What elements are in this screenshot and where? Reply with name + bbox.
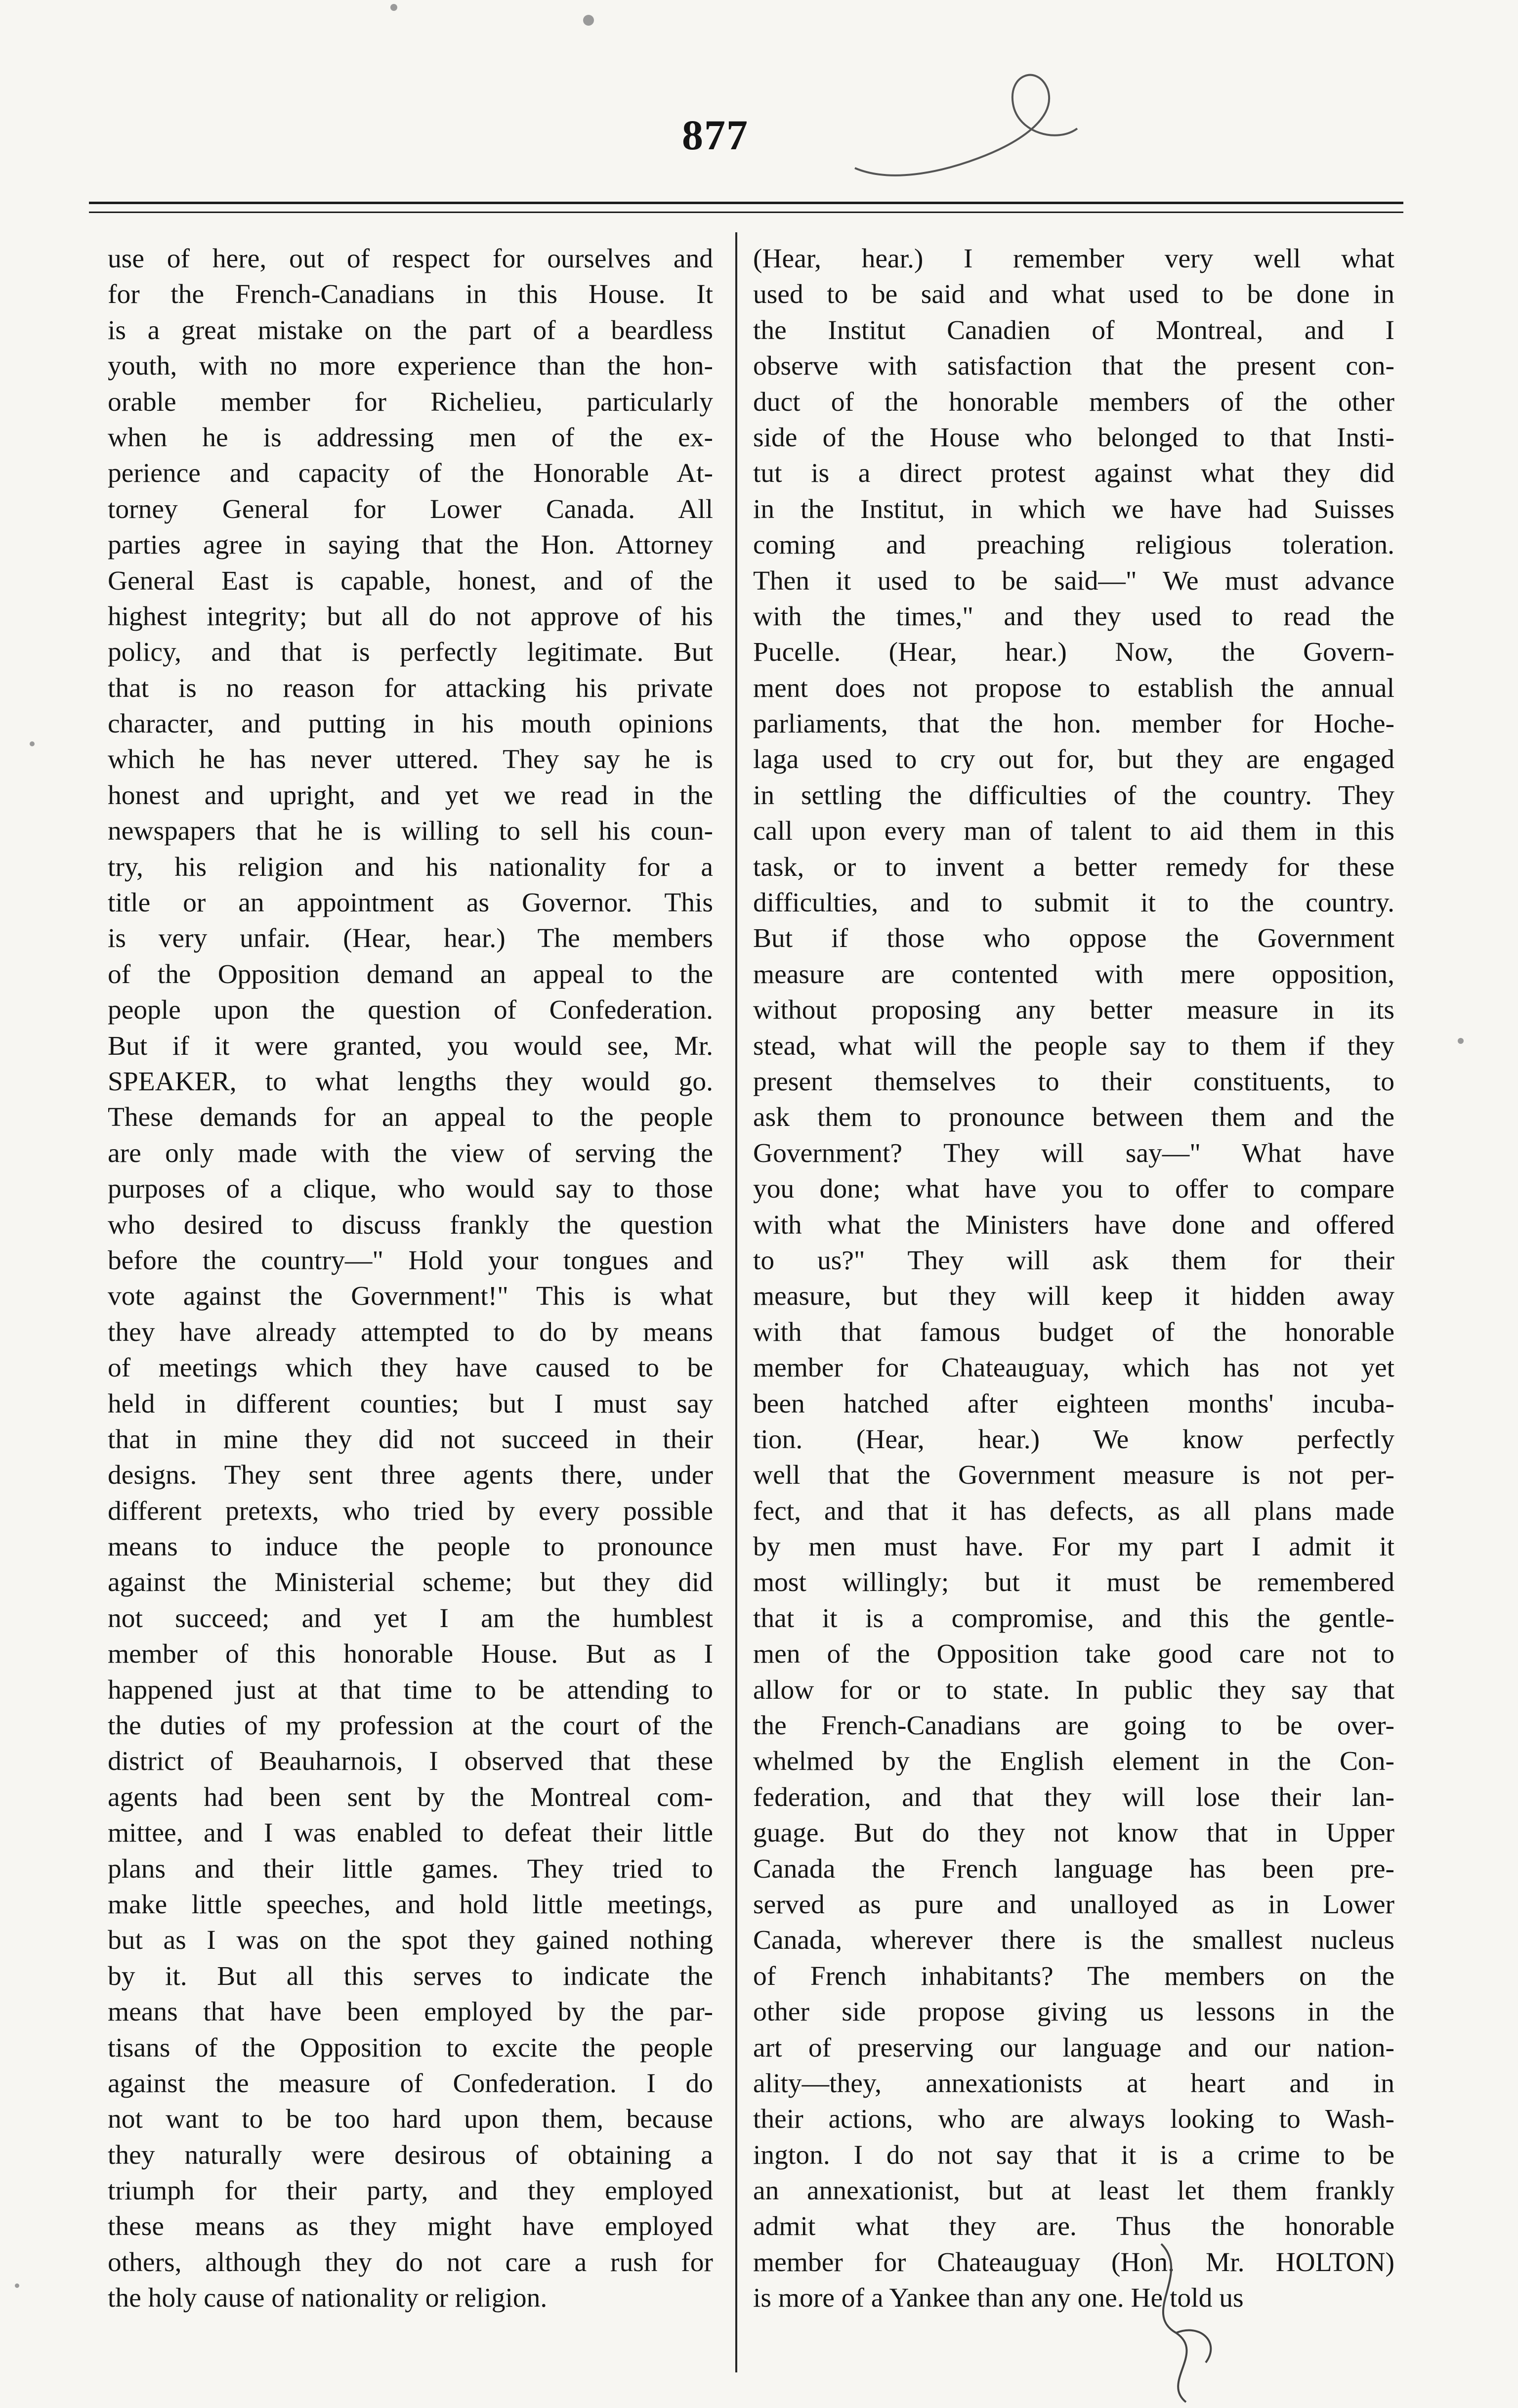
right-column-line: Then it used to be said—" We must advance xyxy=(753,565,1394,596)
left-column-line: title or an appointment as Governor. This xyxy=(108,888,713,918)
right-column-line: fect, and that it has defects, as all plans made xyxy=(753,1496,1394,1526)
right-column-line: side of the House who belonged to that Insti- xyxy=(753,422,1394,453)
right-column-line: in the Institut, in which we have had Suisses xyxy=(753,494,1394,524)
left-column-line: agents had been sent by the Montreal com- xyxy=(108,1782,713,1812)
right-column-line: most willingly; but it must be remembered xyxy=(753,1567,1394,1598)
right-column-line: Canada the French language has been pre- xyxy=(753,1853,1394,1884)
right-column-line: art of preserving our language and our nation- xyxy=(753,2032,1394,2063)
left-column-line: are only made with the view of serving the xyxy=(108,1138,713,1168)
left-column-line: means that have been employed by the par- xyxy=(108,1997,713,2027)
right-column-line: used to be said and what used to be done in xyxy=(753,279,1394,310)
right-column-line: by men must have. For my part I admit it xyxy=(753,1532,1394,1562)
left-column-line: not want to be too hard upon them, because xyxy=(108,2104,713,2135)
left-column-line: make little speeches, and hold little meetings, xyxy=(108,1889,713,1920)
right-column-line: admit what they are. Thus the honorable xyxy=(753,2211,1394,2242)
left-column-line: torney General for Lower Canada. All xyxy=(108,494,713,524)
left-column-line: tisans of the Opposition to excite the people xyxy=(108,2032,713,2063)
left-column-line: vote against the Government!" This is what xyxy=(108,1281,713,1312)
left-column-line: highest integrity; but all do not approve of his xyxy=(108,601,713,632)
left-column-line: by it. But all this serves to indicate the xyxy=(108,1961,713,1991)
left-column-line: perience and capacity of the Honorable At- xyxy=(108,458,713,489)
left-column-line: who desired to discuss frankly the question xyxy=(108,1209,713,1240)
right-column-line: without proposing any better measure in its xyxy=(753,995,1394,1026)
left-column-line: happened just at that time to be attending to xyxy=(108,1675,713,1705)
right-column-line: But if those who oppose the Government xyxy=(753,923,1394,954)
left-column-line: orable member for Richelieu, particularly xyxy=(108,387,713,417)
left-column-line: purposes of a clique, who would say to those xyxy=(108,1174,713,1204)
left-column-line: is a great mistake on the part of a beardless xyxy=(108,315,713,345)
left-column-line: character, and putting in his mouth opinions xyxy=(108,709,713,739)
right-column-line: ask them to pronounce between them and the xyxy=(753,1102,1394,1133)
right-column-line: difficulties, and to submit it to the country. xyxy=(753,888,1394,918)
right-column-line: the Institut Canadien of Montreal, and I xyxy=(753,315,1394,345)
right-column-line: parliaments, that the hon. member for Hoche- xyxy=(753,709,1394,739)
left-column-line: triumph for their party, and they employed xyxy=(108,2176,713,2206)
right-column-line: been hatched after eighteen months' incuba- xyxy=(753,1388,1394,1419)
header-rule-bottom xyxy=(89,212,1403,213)
left-column-line: which he has never uttered. They say he is xyxy=(108,744,713,775)
right-column-line: Canada, wherever there is the smallest nucleus xyxy=(753,1925,1394,1956)
left-column-line: honest and upright, and yet we read in the xyxy=(108,780,713,811)
left-column-line: means to induce the people to pronounce xyxy=(108,1532,713,1562)
right-column-line: men of the Opposition take good care not to xyxy=(753,1639,1394,1670)
right-column-line: ington. I do not say that it is a crime to be xyxy=(753,2140,1394,2170)
right-column-line: observe with satisfaction that the present con- xyxy=(753,351,1394,382)
right-column-line: allow for or to state. In public they say that xyxy=(753,1675,1394,1705)
left-column-line: they naturally were desirous of obtaining a xyxy=(108,2140,713,2170)
right-column-line: the French-Canadians are going to be over- xyxy=(753,1711,1394,1741)
right-column-line: member for Chateauguay (Hon. Mr. HOLTON) xyxy=(753,2247,1394,2278)
right-column-line: coming and preaching religious toleration. xyxy=(753,530,1394,560)
left-column-line: designs. They sent three agents there, under xyxy=(108,1460,713,1491)
right-column-line: an annexationist, but at least let them frankly xyxy=(753,2176,1394,2206)
speck-4 xyxy=(1458,1038,1464,1044)
pencil-scribble-top xyxy=(850,59,1087,198)
right-column-line: ality—they, annexationists at heart and in xyxy=(753,2068,1394,2099)
right-column-line: Government? They will say—" What have xyxy=(753,1138,1394,1168)
left-column-line: the holy cause of nationality or religion. xyxy=(108,2283,548,2314)
right-column-line: whelmed by the English element in the Con- xyxy=(753,1746,1394,1777)
right-column-line: with the times," and they used to read the xyxy=(753,601,1394,632)
left-column-line: against the measure of Confederation. I do xyxy=(108,2068,713,2099)
right-column-line: with what the Ministers have done and offered xyxy=(753,1209,1394,1240)
right-column-line: in settling the difficulties of the country. They xyxy=(753,780,1394,811)
page-number: 877 xyxy=(682,111,749,159)
right-column xyxy=(753,241,1394,2366)
left-column-line: use of here, out of respect for ourselves and xyxy=(108,244,713,274)
right-column-line: (Hear, hear.) I remember very well what xyxy=(753,244,1394,274)
left-column-line: when he is addressing men of the ex- xyxy=(108,422,713,453)
right-column-line: tion. (Hear, hear.) We know perfectly xyxy=(753,1424,1394,1455)
left-column-line: These demands for an appeal to the people xyxy=(108,1102,713,1133)
right-column-line: call upon every man of talent to aid them in this xyxy=(753,816,1394,847)
right-column-line: stead, what will the people say to them if they xyxy=(753,1031,1394,1061)
left-column-line: But if it were granted, you would see, Mr. xyxy=(108,1031,713,1061)
right-column-line: to us?" They will ask them for their xyxy=(753,1245,1394,1276)
right-column-line: laga used to cry out for, but they are engaged xyxy=(753,744,1394,775)
right-column-line: you done; what have you to offer to compare xyxy=(753,1174,1394,1204)
column-divider xyxy=(735,232,737,2372)
header-rule-top xyxy=(89,202,1403,204)
left-column-line: they have already attempted to do by means xyxy=(108,1317,713,1347)
right-column-line: well that the Government measure is not per- xyxy=(753,1460,1394,1491)
left-column-line: the duties of my profession at the court of the xyxy=(108,1711,713,1741)
right-column-line: Pucelle. (Hear, hear.) Now, the Govern- xyxy=(753,637,1394,668)
left-column-line: these means as they might have employed xyxy=(108,2211,713,2242)
left-column-line: others, although they do not care a rush for xyxy=(108,2247,713,2278)
right-column-line: guage. But do they not know that in Upper xyxy=(753,1818,1394,1849)
left-column-line: parties agree in saying that the Hon. Attorney xyxy=(108,530,713,560)
right-column-line: member for Chateauguay, which has not yet xyxy=(753,1353,1394,1383)
right-column-line: tut is a direct protest against what they did xyxy=(753,458,1394,489)
right-column-line: is more of a Yankee than any one. He told us xyxy=(753,2283,1244,2314)
left-column-line: that in mine they did not succeed in their xyxy=(108,1424,713,1455)
speck-3 xyxy=(30,741,35,746)
left-column-line: district of Beauharnois, I observed that these xyxy=(108,1746,713,1777)
left-column xyxy=(108,241,713,2366)
left-column-line: for the French-Canadians in this House. It xyxy=(108,279,713,310)
left-column-line: plans and their little games. They tried to xyxy=(108,1853,713,1884)
right-column-line: served as pure and unalloyed as in Lower xyxy=(753,1889,1394,1920)
right-column-line: duct of the honorable members of the other xyxy=(753,387,1394,417)
left-column-line: of meetings which they have caused to be xyxy=(108,1353,713,1383)
left-column-line: against the Ministerial scheme; but they did xyxy=(108,1567,713,1598)
right-column-line: of French inhabitants? The members on the xyxy=(753,1961,1394,1991)
right-column-line: measure, but they will keep it hidden away xyxy=(753,1281,1394,1312)
right-column-line: federation, and that they will lose their lan- xyxy=(753,1782,1394,1812)
left-column-line: try, his religion and his nationality for a xyxy=(108,852,713,882)
left-column-line: newspapers that he is willing to sell his coun- xyxy=(108,816,713,847)
left-column-line: that is no reason for attacking his private xyxy=(108,673,713,703)
left-column-line: different pretexts, who tried by every possible xyxy=(108,1496,713,1526)
left-column-line: of the Opposition demand an appeal to the xyxy=(108,959,713,989)
left-column-line: youth, with no more experience than the hon- xyxy=(108,351,713,382)
right-column-line: measure are contented with mere opposition, xyxy=(753,959,1394,989)
left-column-line: people upon the question of Confederation. xyxy=(108,995,713,1026)
left-column-line: policy, and that is perfectly legitimate. But xyxy=(108,637,713,668)
right-column-line: task, or to invent a better remedy for these xyxy=(753,852,1394,882)
left-column-line: is very unfair. (Hear, hear.) The members xyxy=(108,923,713,954)
right-column-line: present themselves to their constituents, to xyxy=(753,1066,1394,1097)
speck-5 xyxy=(15,2283,19,2288)
left-column-line: member of this honorable House. But as I xyxy=(108,1639,713,1670)
left-column-line: SPEAKER, to what lengths they would go. xyxy=(108,1066,713,1097)
pencil-scribble-bottom xyxy=(1132,2234,1309,2407)
right-column-line: their actions, who are always looking to Wash- xyxy=(753,2104,1394,2135)
speck-2 xyxy=(390,4,397,11)
right-column-line: other side propose giving us lessons in the xyxy=(753,1997,1394,2027)
speck-1 xyxy=(583,15,594,26)
left-column-line: but as I was on the spot they gained nothing xyxy=(108,1925,713,1956)
left-column-line: before the country—" Hold your tongues and xyxy=(108,1245,713,1276)
left-column-line: held in different counties; but I must say xyxy=(108,1388,713,1419)
left-column-line: General East is capable, honest, and of the xyxy=(108,565,713,596)
right-column-line: ment does not propose to establish the annual xyxy=(753,673,1394,703)
right-column-line: with that famous budget of the honorable xyxy=(753,1317,1394,1347)
left-column-line: mittee, and I was enabled to defeat their little xyxy=(108,1818,713,1849)
right-column-line: that it is a compromise, and this the gentle- xyxy=(753,1603,1394,1634)
left-column-line: not succeed; and yet I am the humblest xyxy=(108,1603,713,1634)
